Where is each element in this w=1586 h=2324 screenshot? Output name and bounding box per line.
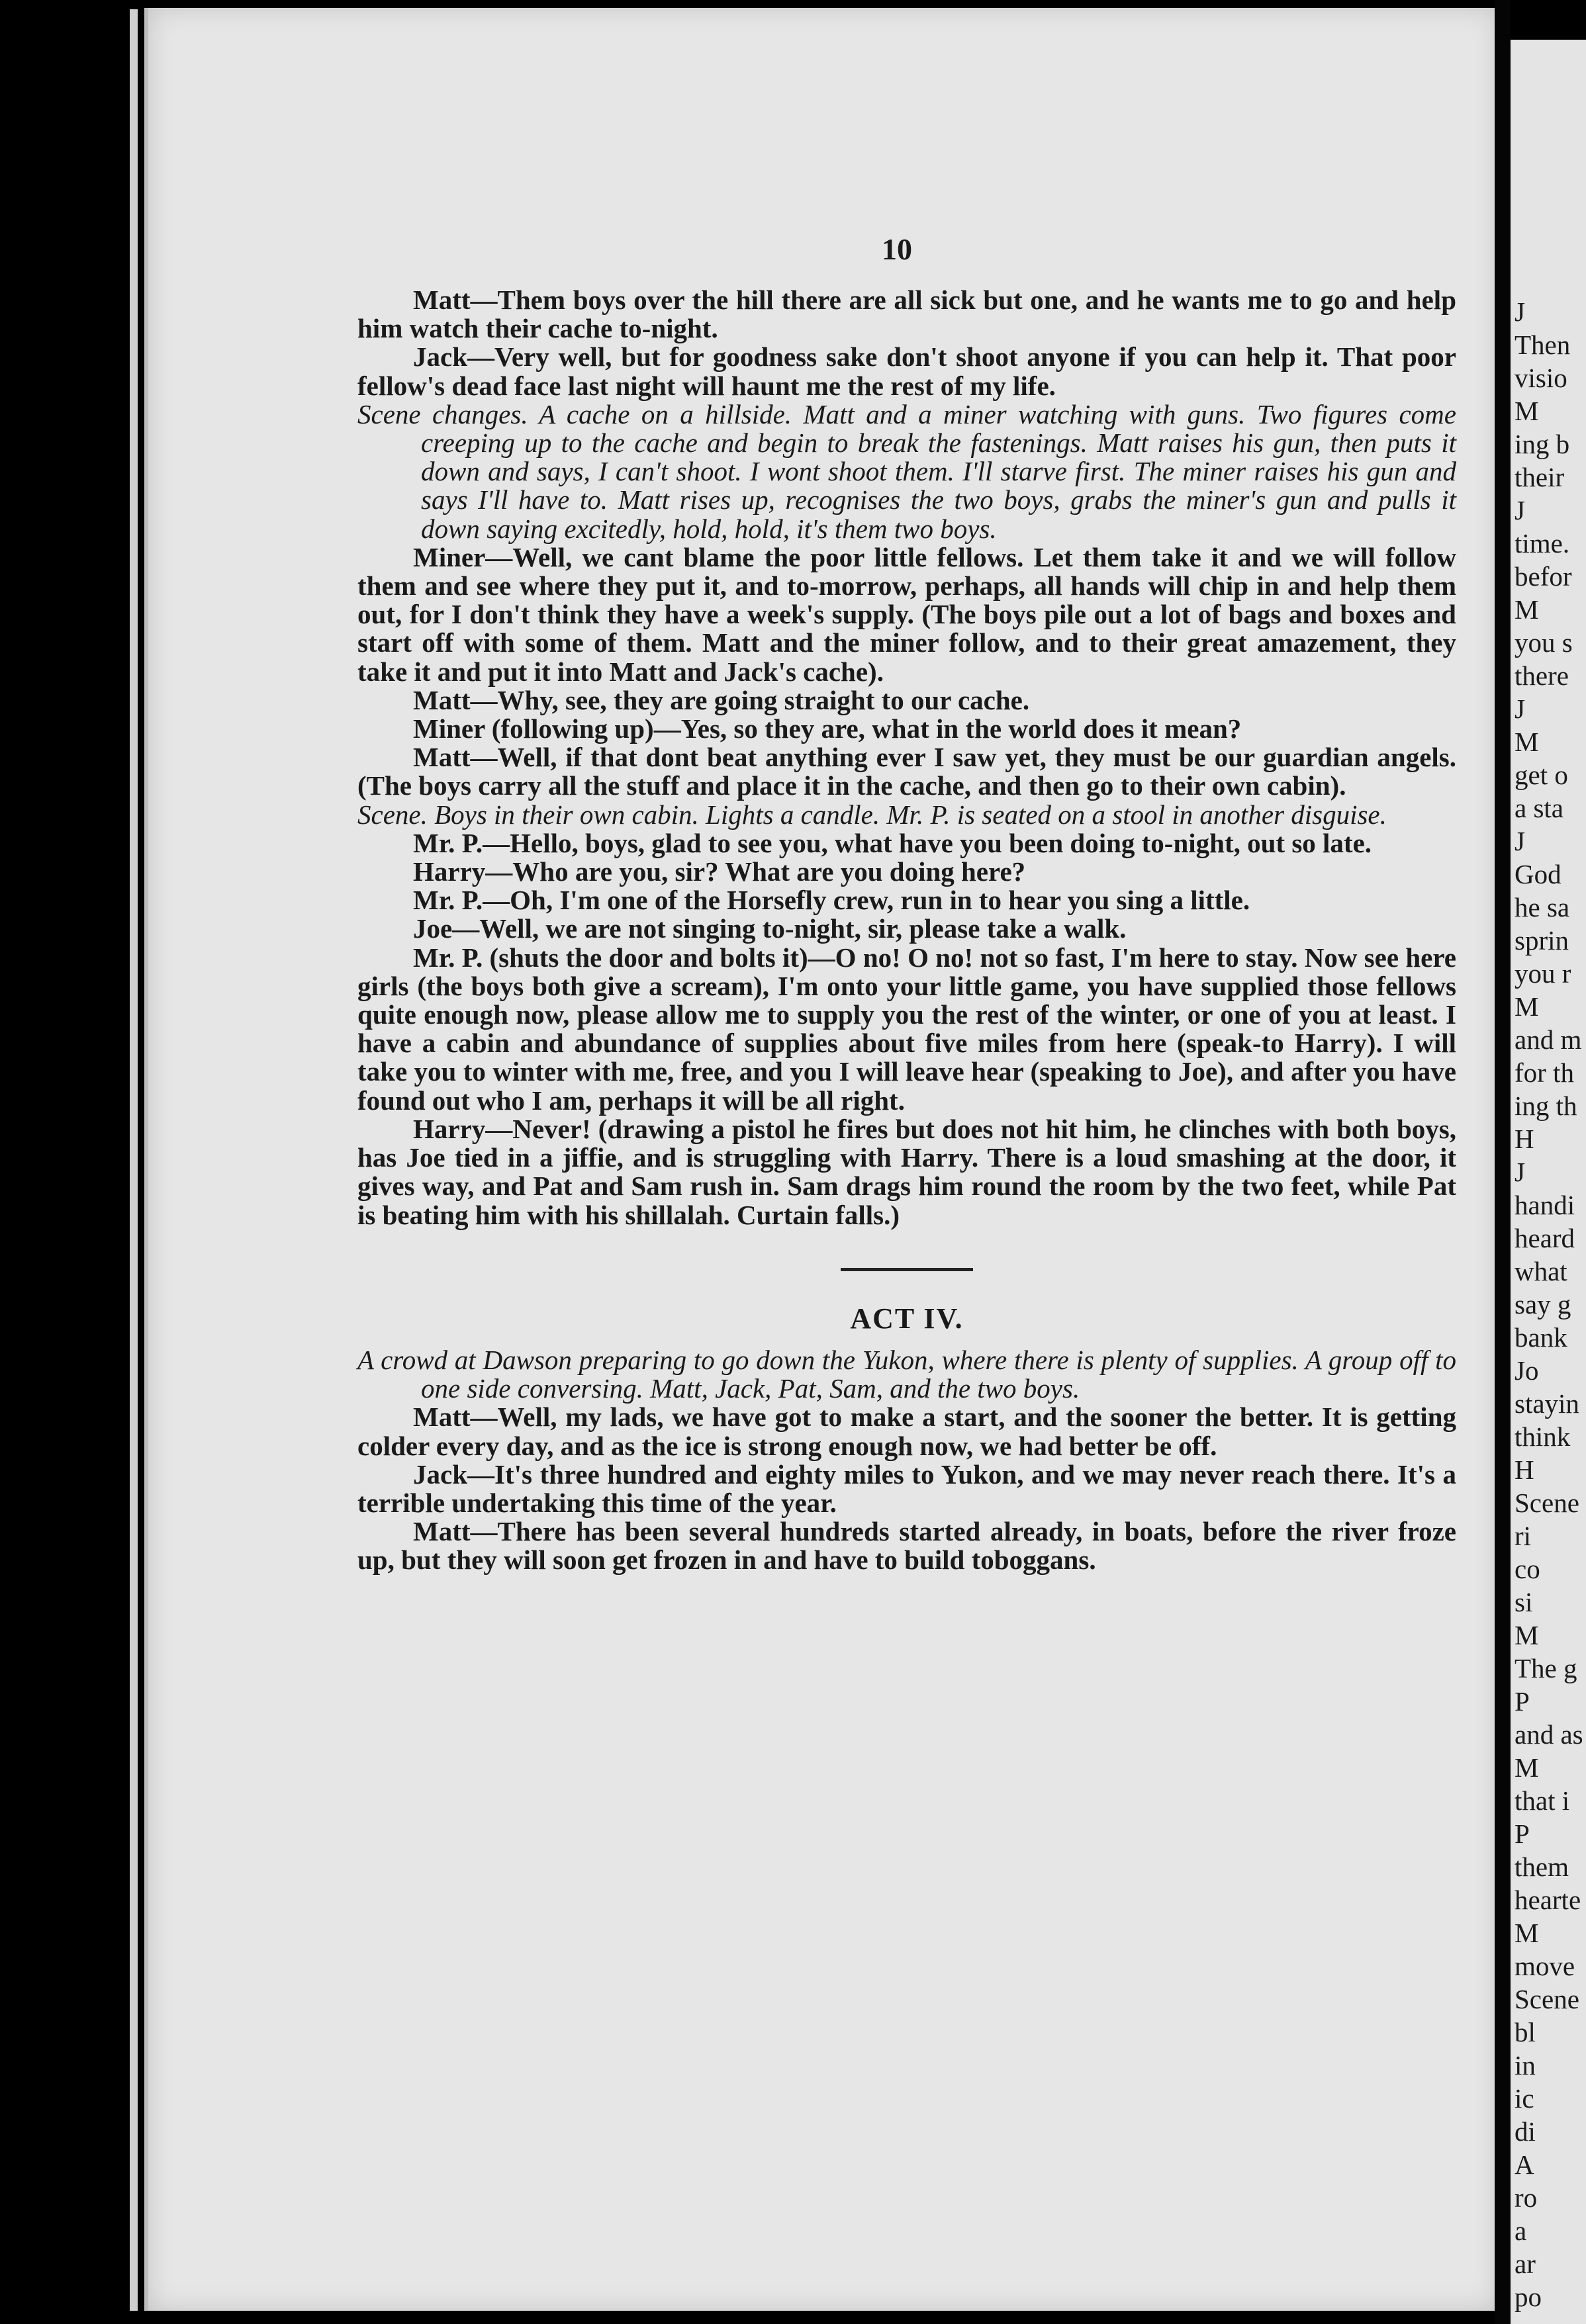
- speech-line: Matt—Well, if that dont beat anything ever I saw yet, they must be our guardian angels. (The boys carry all the stuff and place it in the cache, and then go to their own cabin).: [357, 742, 1456, 801]
- facing-page-fragment-line: move: [1515, 1951, 1575, 1981]
- facing-page-fragment-line: M: [1515, 396, 1539, 426]
- facing-page-fragment-line: ic: [1515, 2083, 1534, 2114]
- speech-line: Mr. P.—Hello, boys, glad to see you, what have you been doing to-night, out so late.: [413, 827, 1372, 858]
- stage-direction: Scene. Boys in their own cabin. Lights a candle. Mr. P. is seated on a stool in another disguise.: [357, 799, 1387, 830]
- facing-page-fragment-line: P: [1515, 1686, 1530, 1717]
- facing-page-fragment-line: si: [1515, 1587, 1533, 1617]
- facing-page-fragment-line: H: [1515, 1124, 1534, 1154]
- facing-page-fragment-line: ar: [1515, 2249, 1536, 2279]
- speech-line: Harry—Never! (drawing a pistol he fires but does not hit him, he clinches with both boys, has Joe tied in a jiffie, and is struggling with Harry. There is a loud smashing at the door, it gives way, and Pat and Sam rush in. Sam drags him round the room by the two feet, while Pat is beating him with his shillalah. Curtain falls.): [357, 1113, 1456, 1230]
- speech-line: Jack—Very well, but for goodness sake don't shoot anyone if you can help it. That poor fellow's dead face last night will haunt me the rest of my life.: [357, 341, 1456, 401]
- facing-page-fragment-line: M: [1515, 991, 1539, 1022]
- facing-page-fragment-line: he sa: [1515, 892, 1570, 922]
- facing-page-fragment-line: Jo: [1515, 1355, 1539, 1386]
- facing-page-fragment-line: you s: [1515, 627, 1573, 658]
- facing-page-fragment-line: what: [1515, 1256, 1567, 1286]
- speech-line: Miner (following up)—Yes, so they are, what in the world does it mean?: [413, 713, 1242, 744]
- facing-page-fragment-line: M: [1515, 594, 1539, 625]
- page-number: 10: [882, 232, 912, 266]
- page-edge: [130, 9, 138, 2311]
- speech-line: Miner—Well, we cant blame the poor little fellows. Let them take it and we will follow them and see where they put it, and to-morrow, perhaps, all hands will chip in and help them out, for I don't think they have a week's supply. (The boys pile out a lot of bags and boxes and start off with some of them. Matt and the miner follow, and to their great amazement, they take it and put it into Matt and Jack's cache).: [357, 541, 1456, 687]
- speech-line: Matt—Why, see, they are going straight to our cache.: [413, 684, 1030, 715]
- facing-page-fragment-line: sprin: [1515, 925, 1569, 956]
- facing-page-fragment-line: bl: [1515, 2017, 1536, 2047]
- facing-page-fragment-line: ing th: [1515, 1091, 1577, 1121]
- facing-page-fragment-line: bank: [1515, 1322, 1567, 1353]
- speech-line: Mr. P.—Oh, I'm one of the Horsefly crew, run in to hear you sing a little.: [413, 885, 1250, 916]
- facing-page-fragment-line: M: [1515, 1918, 1539, 1948]
- facing-page-fragment-line: M: [1515, 1620, 1539, 1650]
- facing-page-fragment-line: Scene: [1515, 1984, 1579, 2014]
- facing-page-fragment-line: say g: [1515, 1289, 1571, 1319]
- book-gutter: [1495, 0, 1511, 2324]
- facing-page-fragment-line: visio: [1515, 363, 1567, 393]
- page-text: [357, 286, 1456, 1575]
- facing-page-fragment-line: God: [1515, 859, 1562, 889]
- facing-page-fragment-line: po: [1515, 2282, 1542, 2312]
- facing-page-fragment-line: M: [1515, 1752, 1539, 1783]
- facing-page-fragment-line: and as: [1515, 1719, 1583, 1750]
- facing-page-fragment-line: di: [1515, 2116, 1536, 2147]
- stage-direction: Scene changes. A cache on a hillside. Matt and a miner watching with guns. Two figures come creeping up to the cache and begin to break the fastenings. Matt raises his gun, then puts it down and says, I can't shoot. I wont shoot them. I'll starve first. The miner raises his gun and says I'll have to. Matt rises up, recognises the two boys, grabs the miner's gun and pulls it down saying excitedly, hold, hold, it's them two boys.: [357, 398, 1456, 544]
- facing-page-fragment-line: J: [1515, 1157, 1525, 1187]
- facing-page-fragment-line: hearte: [1515, 1885, 1581, 1915]
- facing-page-fragment-line: there: [1515, 660, 1569, 691]
- facing-page-fragment-line: J: [1515, 693, 1525, 724]
- facing-page-fragment-line: a sta: [1515, 793, 1563, 823]
- facing-page-fragment-line: J: [1515, 495, 1525, 525]
- facing-page-fragment-line: stayin: [1515, 1388, 1579, 1419]
- facing-page-fragment-line: them: [1515, 1852, 1569, 1882]
- facing-page-fragment-line: ing b: [1515, 429, 1570, 459]
- facing-page-fragment-line: get o: [1515, 760, 1568, 790]
- speech-line: Matt—Well, my lads, we have got to make a start, and the sooner the better. It is getting colder every day, and as the ice is strong enough now, we had better be off.: [357, 1402, 1456, 1461]
- facing-page-fragment-line: H: [1515, 1454, 1534, 1485]
- speech-line: Matt—There has been several hundreds started already, in boats, before the river froze up, but they will soon get frozen in and have to build toboggans.: [357, 1516, 1456, 1576]
- facing-page-fragment-line: co: [1515, 1554, 1540, 1584]
- speech-line: Mr. P. (shuts the door and bolts it)—O no! O no! not so fast, I'm here to stay. Now see here girls (the boys both give a scream), I'm onto your little game, you have supplied those fellows quite enough now, please allow me to supply you the rest of the winter, or one of you at least. I have a cabin and abundance of supplies about five miles from here (speak-to Harry). I will take you to winter with me, free, and you I will leave hear (speaking to Joe), and after you have found out who I am, perhaps it will be all right.: [357, 942, 1456, 1116]
- speech-line: Joe—Well, we are not singing to-night, sir, please take a walk.: [413, 913, 1127, 944]
- facing-page-fragment-line: that i: [1515, 1785, 1570, 1816]
- facing-page-fragment-line: a: [1515, 2215, 1527, 2246]
- facing-page-fragment-line: for th: [1515, 1057, 1574, 1088]
- facing-page-fragment-line: J: [1515, 296, 1525, 327]
- facing-page-fragment-line: heard: [1515, 1223, 1575, 1253]
- facing-page-fragment-line: and m: [1515, 1024, 1582, 1055]
- facing-page-fragment-line: ri: [1515, 1521, 1532, 1551]
- facing-page-fragment-line: ro: [1515, 2182, 1538, 2213]
- stage-direction: A crowd at Dawson preparing to go down the Yukon, where there is plenty of supplies. A group off to one side conversing. Matt, Jack, Pat, Sam, and the two boys.: [357, 1344, 1456, 1404]
- facing-page-fragment-line: befor: [1515, 561, 1572, 592]
- facing-page-fragment-line: Then: [1515, 330, 1571, 360]
- speech-line: Matt—Them boys over the hill there are all sick but one, and he wants me to go and help him watch their cache to-night.: [357, 285, 1456, 344]
- facing-page-fragment-line: M: [1515, 727, 1539, 757]
- speech-line: Jack—It's three hundred and eighty miles to Yukon, and we may never reach there. It's a terrible undertaking this time of the year.: [357, 1458, 1456, 1518]
- facing-page-fragment-line: A: [1515, 2149, 1534, 2180]
- facing-page-fragment-line: think: [1515, 1421, 1571, 1452]
- facing-page-fragment-line: handi: [1515, 1190, 1575, 1220]
- section-divider: [841, 1268, 973, 1271]
- facing-page-fragment-line: their: [1515, 462, 1565, 492]
- facing-page-fragment-line: time.: [1515, 528, 1570, 559]
- facing-page-fragment-line: Scene: [1515, 1488, 1579, 1518]
- facing-page-fragment-line: you r: [1515, 958, 1571, 989]
- facing-page-fragment-line: in: [1515, 2050, 1536, 2080]
- facing-page-fragment-line: The g: [1515, 1653, 1577, 1683]
- act-heading: ACT IV.: [850, 1302, 964, 1335]
- facing-page-fragment-line: P: [1515, 1818, 1530, 1849]
- facing-page-fragment: [1511, 40, 1586, 2324]
- speech-line: Harry—Who are you, sir? What are you doing here?: [413, 856, 1026, 887]
- facing-page-fragment-line: J: [1515, 826, 1525, 856]
